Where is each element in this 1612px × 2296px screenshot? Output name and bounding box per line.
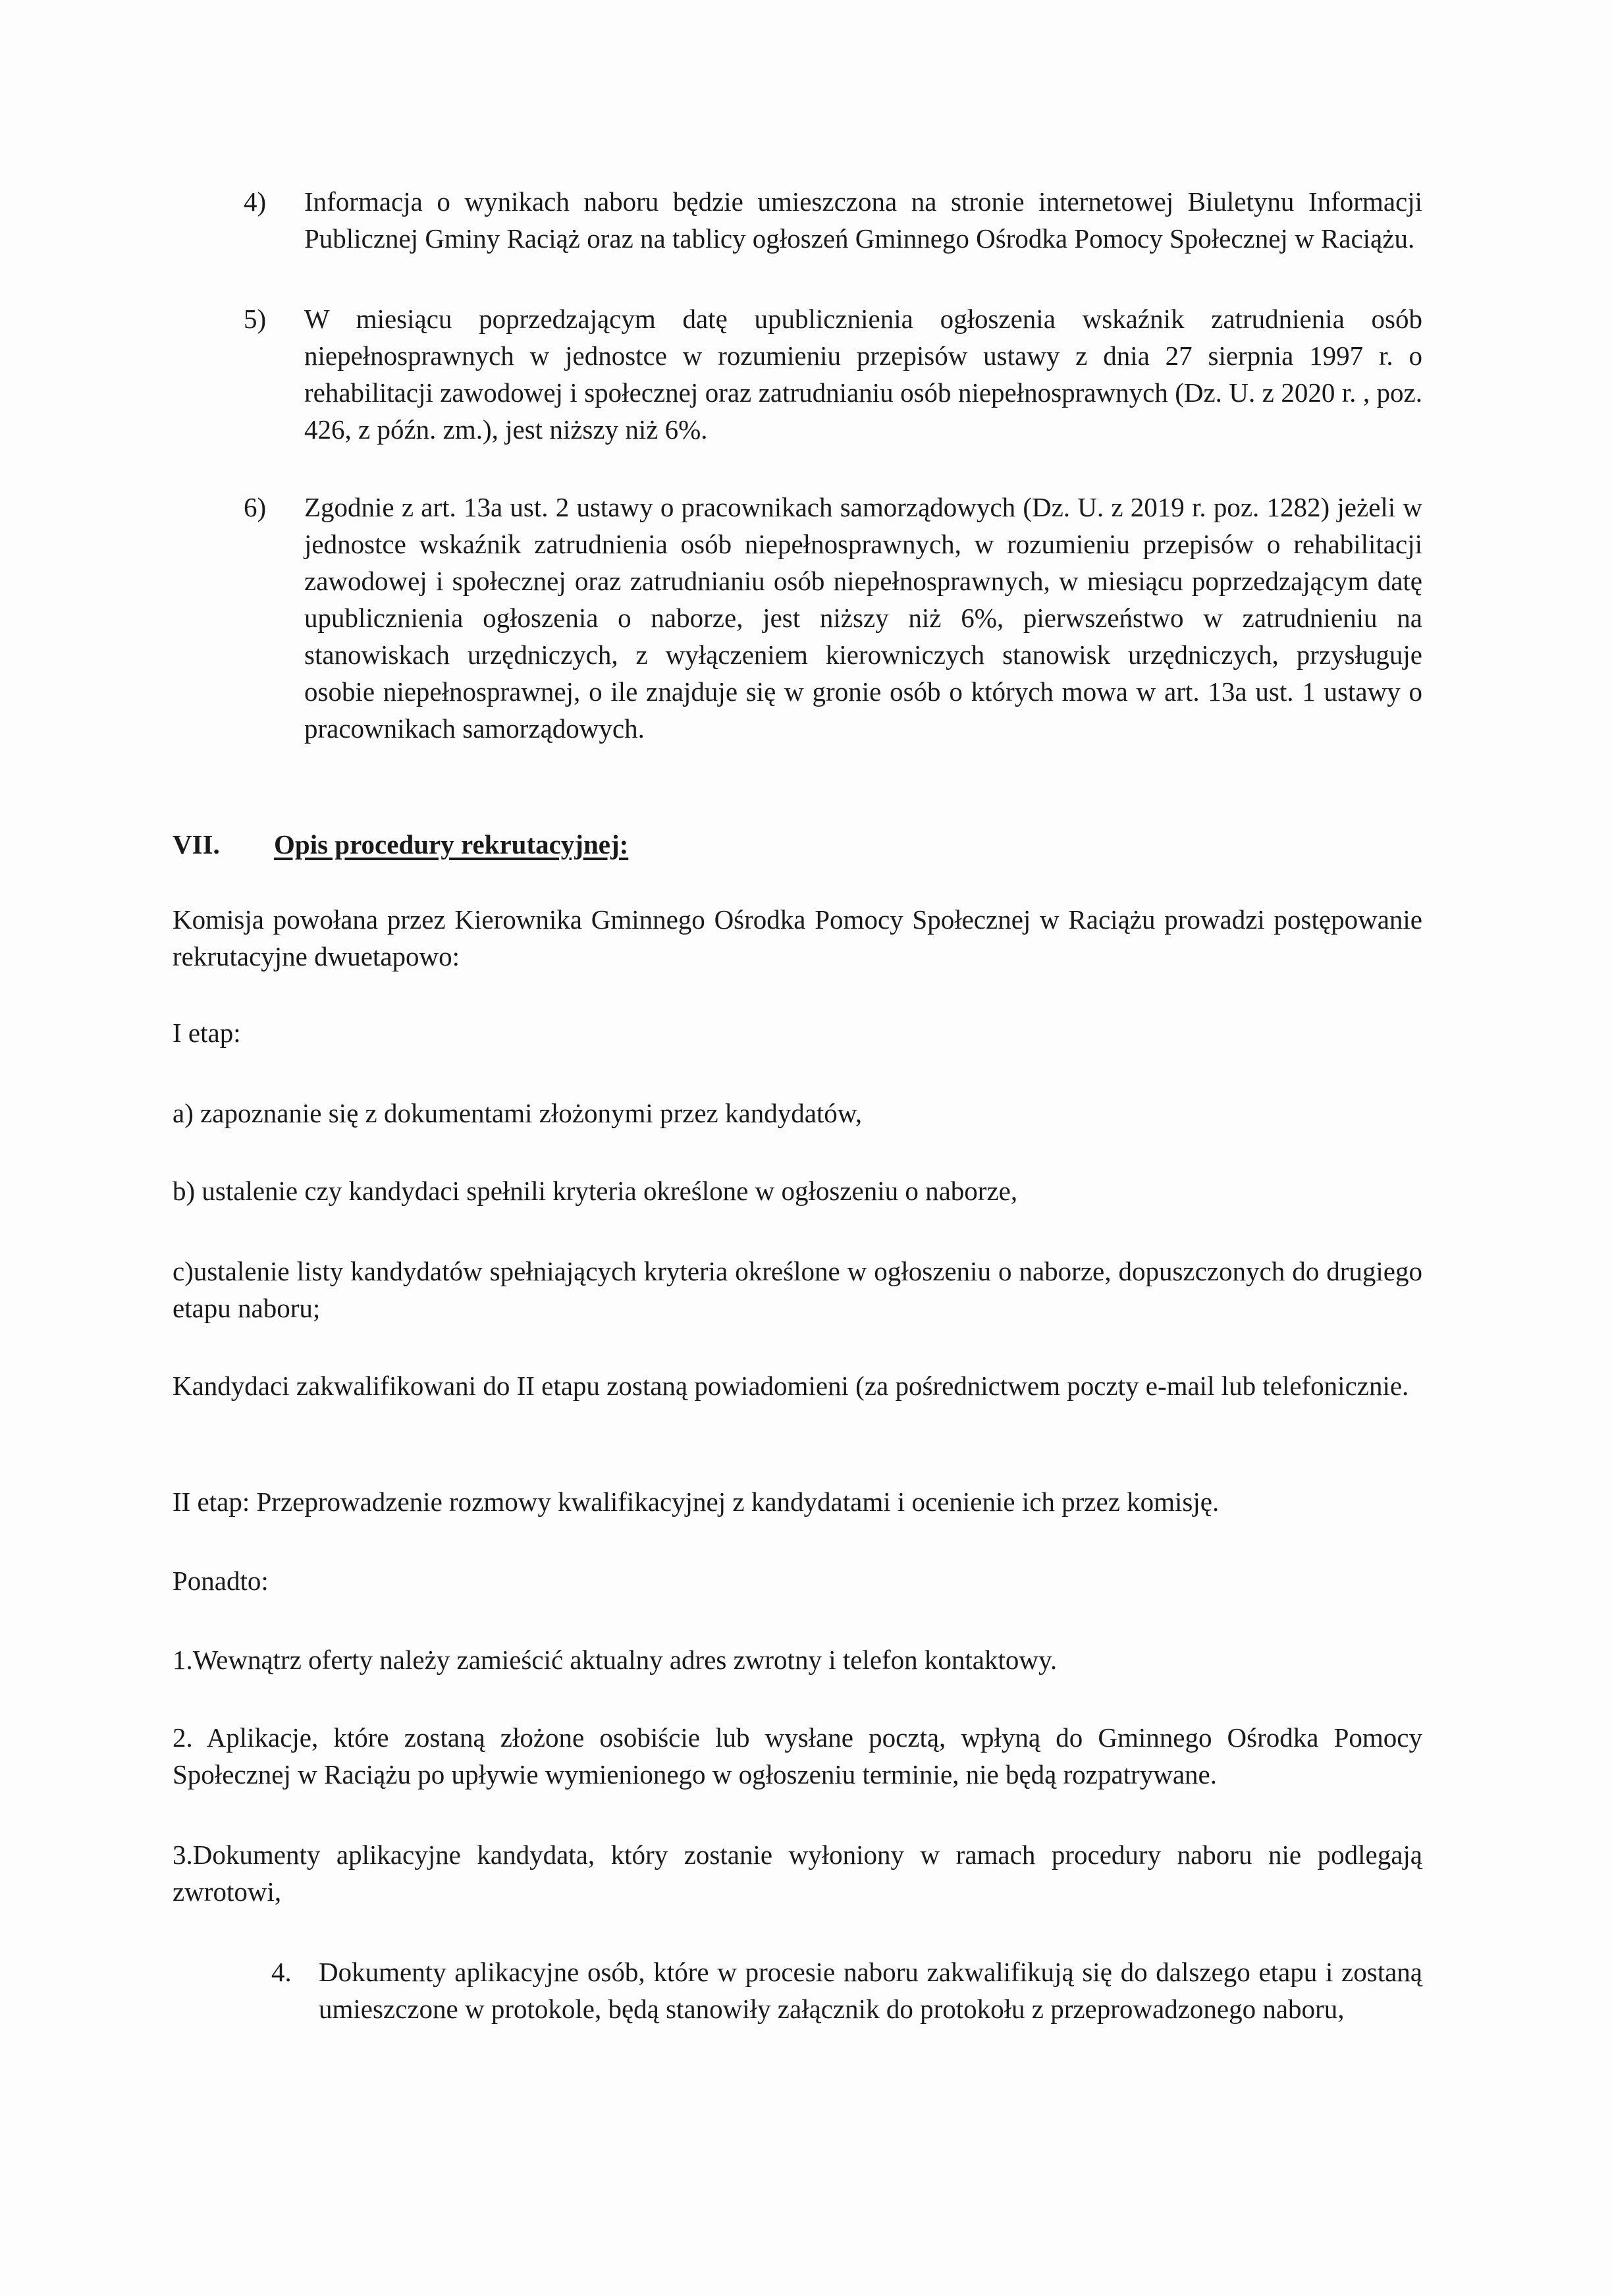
ponadto-item-3: 3.Dokumenty aplikacyjne kandydata, który zostanie wyłoniony w ramach procedury naboru nie podlegają zwrotowi, (173, 1840, 1422, 1907)
item-number: 4. (271, 1957, 292, 1987)
list-item-4 (244, 183, 1422, 257)
item-text: Zgodnie z art. 13a ust. 2 ustawy o pracownikach samorządowych (Dz. U. z 2019 r. poz. 1282) jeżeli w jednostce wskaźnik zatrudnienia osób niepełnosprawnych, w rozumieniu przepisów o rehabilitacji zawodowej i społecznej oraz zatrudnianiu osób niepełnosprawnych, w miesiącu poprzedzającym datę upublicznienia ogłoszenia o naborze, jest niższy niż 6%, pierwszeństwo w zatrudnieniu na stanowiskach urzędniczych, z wyłączeniem kierowniczych stanowisk urzędniczych, przysługuje osobie niepełnosprawnej, o ile znajduje się w gronie osób o których mowa w art. 13a ust. 1 ustawy o pracownikach samorządowych. (304, 492, 1422, 744)
item-text: W miesiącu poprzedzającym datę upublicznienia ogłoszenia wskaźnik zatrudnienia osób niepełnosprawnych w jednostce w rozumieniu przepisów ustawy z dnia 27 sierpnia 1997 r. o rehabilitacji zawodowej i społecznej oraz zatrudnianiu osób niepełnosprawnych (Dz. U. z 2020 r. , poz. 426, z późn. zm.), jest niższy niż 6%. (304, 304, 1422, 445)
item-text: Dokumenty aplikacyjne osób, które w procesie naboru zakwalifikują się do dalszego etapu i zostaną umieszczone w protokole, będą stanowiły załącznik do protokołu z przeprowadzonego naboru, (319, 1957, 1422, 2024)
stage2-paragraph: II etap: Przeprowadzenie rozmowy kwalifikacyjnej z kandydatami i ocenienie ich przez komisję. (173, 1487, 1220, 1517)
item-number: 4) (244, 186, 267, 217)
ponadto-item-4 (271, 1954, 1422, 2027)
stage1-step-c: c)ustalenie listy kandydatów spełniających kryteria określone w ogłoszeniu o naborze, dopuszczonych do drugiego etapu naboru; (173, 1256, 1422, 1323)
ponadto-item-1: 1.Wewnątrz oferty należy zamieścić aktualny adres zwrotny i telefon kontaktowy. (173, 1645, 1058, 1675)
stage1-label: I etap: (173, 1018, 241, 1048)
list-item-5 (244, 300, 1422, 448)
section-heading (173, 829, 628, 860)
intro-paragraph: Komisja powołana przez Kierownika Gminnego Ośrodka Pomocy Społecznej w Raciążu prowadzi postępowanie rekrutacyjne dwuetapowo: (173, 904, 1422, 971)
stage1-step-b: b) ustalenie czy kandydaci spełnili kryteria określone w ogłoszeniu o naborze, (173, 1176, 1018, 1206)
section-title: Opis procedury rekrutacyjnej: (274, 829, 629, 860)
list-item-6 (244, 489, 1422, 747)
ponadto-item-2: 2. Aplikacje, które zostaną złożone osobiście lub wysłane pocztą, wpłyną do Gminnego Ośrodka Pomocy Społecznej w Raciążu po upływie wymienionego w ogłoszeniu terminie, nie będą rozpatrywane. (173, 1722, 1422, 1790)
notify-paragraph: Kandydaci zakwalifikowani do II etapu zostaną powiadomieni (za pośrednictwem poczty e-mail lub telefonicznie. (173, 1371, 1409, 1401)
item-number: 5) (244, 304, 267, 334)
item-number: 6) (244, 492, 267, 522)
item-text: Informacja o wynikach naboru będzie umieszczona na stronie internetowej Biuletynu Informacji Publicznej Gminy Raciąż oraz na tablicy ogłoszeń Gminnego Ośrodka Pomocy Społecznej w Raciążu. (304, 186, 1422, 254)
ponadto-label: Ponadto: (173, 1566, 269, 1596)
stage1-step-a: a) zapoznanie się z dokumentami złożonymi przez kandydatów, (173, 1098, 862, 1128)
section-number: VII. (173, 829, 220, 860)
